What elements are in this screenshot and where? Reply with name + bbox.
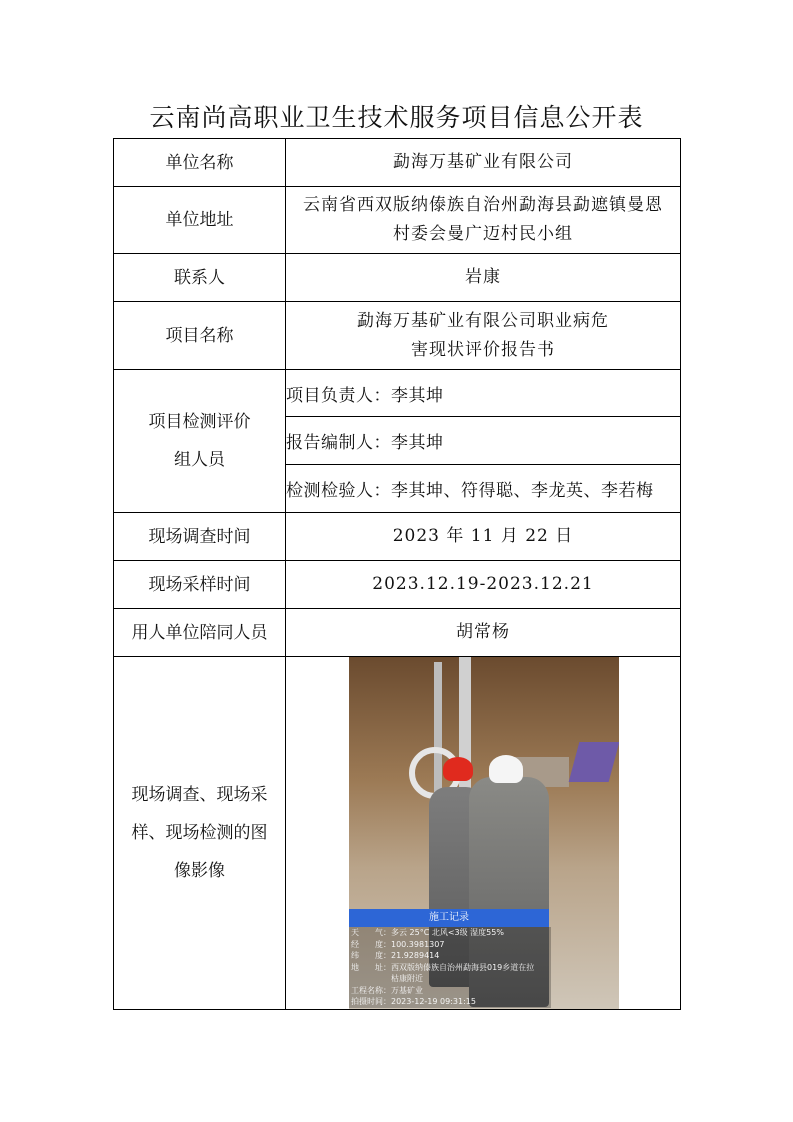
red-helmet-icon <box>443 757 473 781</box>
unit-address-value <box>286 187 681 254</box>
row-images <box>114 657 681 1010</box>
stamp-address-line1: 地 址：西双版纳傣族自治州勐海县019乡道在拉 <box>351 962 535 972</box>
survey-time-label: 现场调查时间 <box>114 513 286 561</box>
row-team-leader <box>114 370 681 417</box>
stamp-project: 工程名称：万基矿业 <box>351 985 423 995</box>
row-survey-time <box>114 513 681 561</box>
stamp-header: 施工记录 <box>349 909 549 927</box>
project-name-label: 项目名称 <box>114 302 286 370</box>
photo-stamp <box>349 927 551 1008</box>
info-table <box>113 138 681 1010</box>
contact-value: 岩康 <box>286 254 681 302</box>
unit-name-label: 单位名称 <box>114 139 286 187</box>
images-label <box>114 657 286 1010</box>
stamp-latitude: 纬 度：21.9289414 <box>351 951 440 960</box>
stamp-weather: 天 气：多云 25°C 北风<3级 湿度55% <box>351 928 504 937</box>
unit-address-line2: 村委会曼广迈村民小组 <box>393 224 573 244</box>
stamp-longitude: 经 度：100.3981307 <box>351 939 445 949</box>
row-sampling-time <box>114 561 681 609</box>
white-helmet-icon <box>489 755 523 783</box>
images-label-line2: 样、现场检测的图 <box>131 823 268 843</box>
rig-mast-2 <box>459 657 471 807</box>
sampling-time-value: 2023.12.19-2023.12.21 <box>286 561 681 609</box>
contact-label: 联系人 <box>114 254 286 302</box>
team-label <box>114 370 286 513</box>
companion-label: 用人单位陪同人员 <box>114 609 286 657</box>
stamp-address-line2: 枯康附近 <box>351 974 423 983</box>
team-label-line1: 项目检测评价 <box>148 412 251 432</box>
team-inspectors: 检测检验人：李其坤、符得聪、李龙英、李若梅 <box>286 465 681 513</box>
images-cell <box>286 657 681 1010</box>
row-companion <box>114 609 681 657</box>
team-label-line2: 组人员 <box>174 450 225 470</box>
survey-time-value: 2023 年 11 月 22 日 <box>286 513 681 561</box>
companion-value: 胡常杨 <box>286 609 681 657</box>
purple-equipment <box>569 742 619 782</box>
images-label-line1: 现场调查、现场采 <box>131 785 268 805</box>
team-leader: 项目负责人：李其坤 <box>286 370 681 417</box>
project-name-line1: 勐海万基矿业有限公司职业病危 <box>357 310 609 331</box>
row-contact <box>114 254 681 302</box>
row-project-name <box>114 302 681 370</box>
unit-address-label: 单位地址 <box>114 187 286 254</box>
images-label-line3: 像影像 <box>174 861 225 881</box>
row-unit-name <box>114 139 681 187</box>
team-writer: 报告编制人：李其坤 <box>286 417 681 465</box>
unit-address-line1: 云南省西双版纳傣族自治州勐海县勐遮镇曼恩 <box>303 195 663 215</box>
row-unit-address <box>114 187 681 254</box>
unit-name-value: 勐海万基矿业有限公司 <box>286 139 681 187</box>
project-name-line2: 害现状评价报告书 <box>411 339 555 360</box>
stamp-time: 拍摄时间：2023-12-19 09:31:15 <box>351 997 476 1006</box>
page-title: 云南尚高职业卫生技术服务项目信息公开表 <box>149 103 644 132</box>
project-name-value <box>286 302 681 370</box>
site-photo <box>349 657 619 1009</box>
sampling-time-label: 现场采样时间 <box>114 561 286 609</box>
